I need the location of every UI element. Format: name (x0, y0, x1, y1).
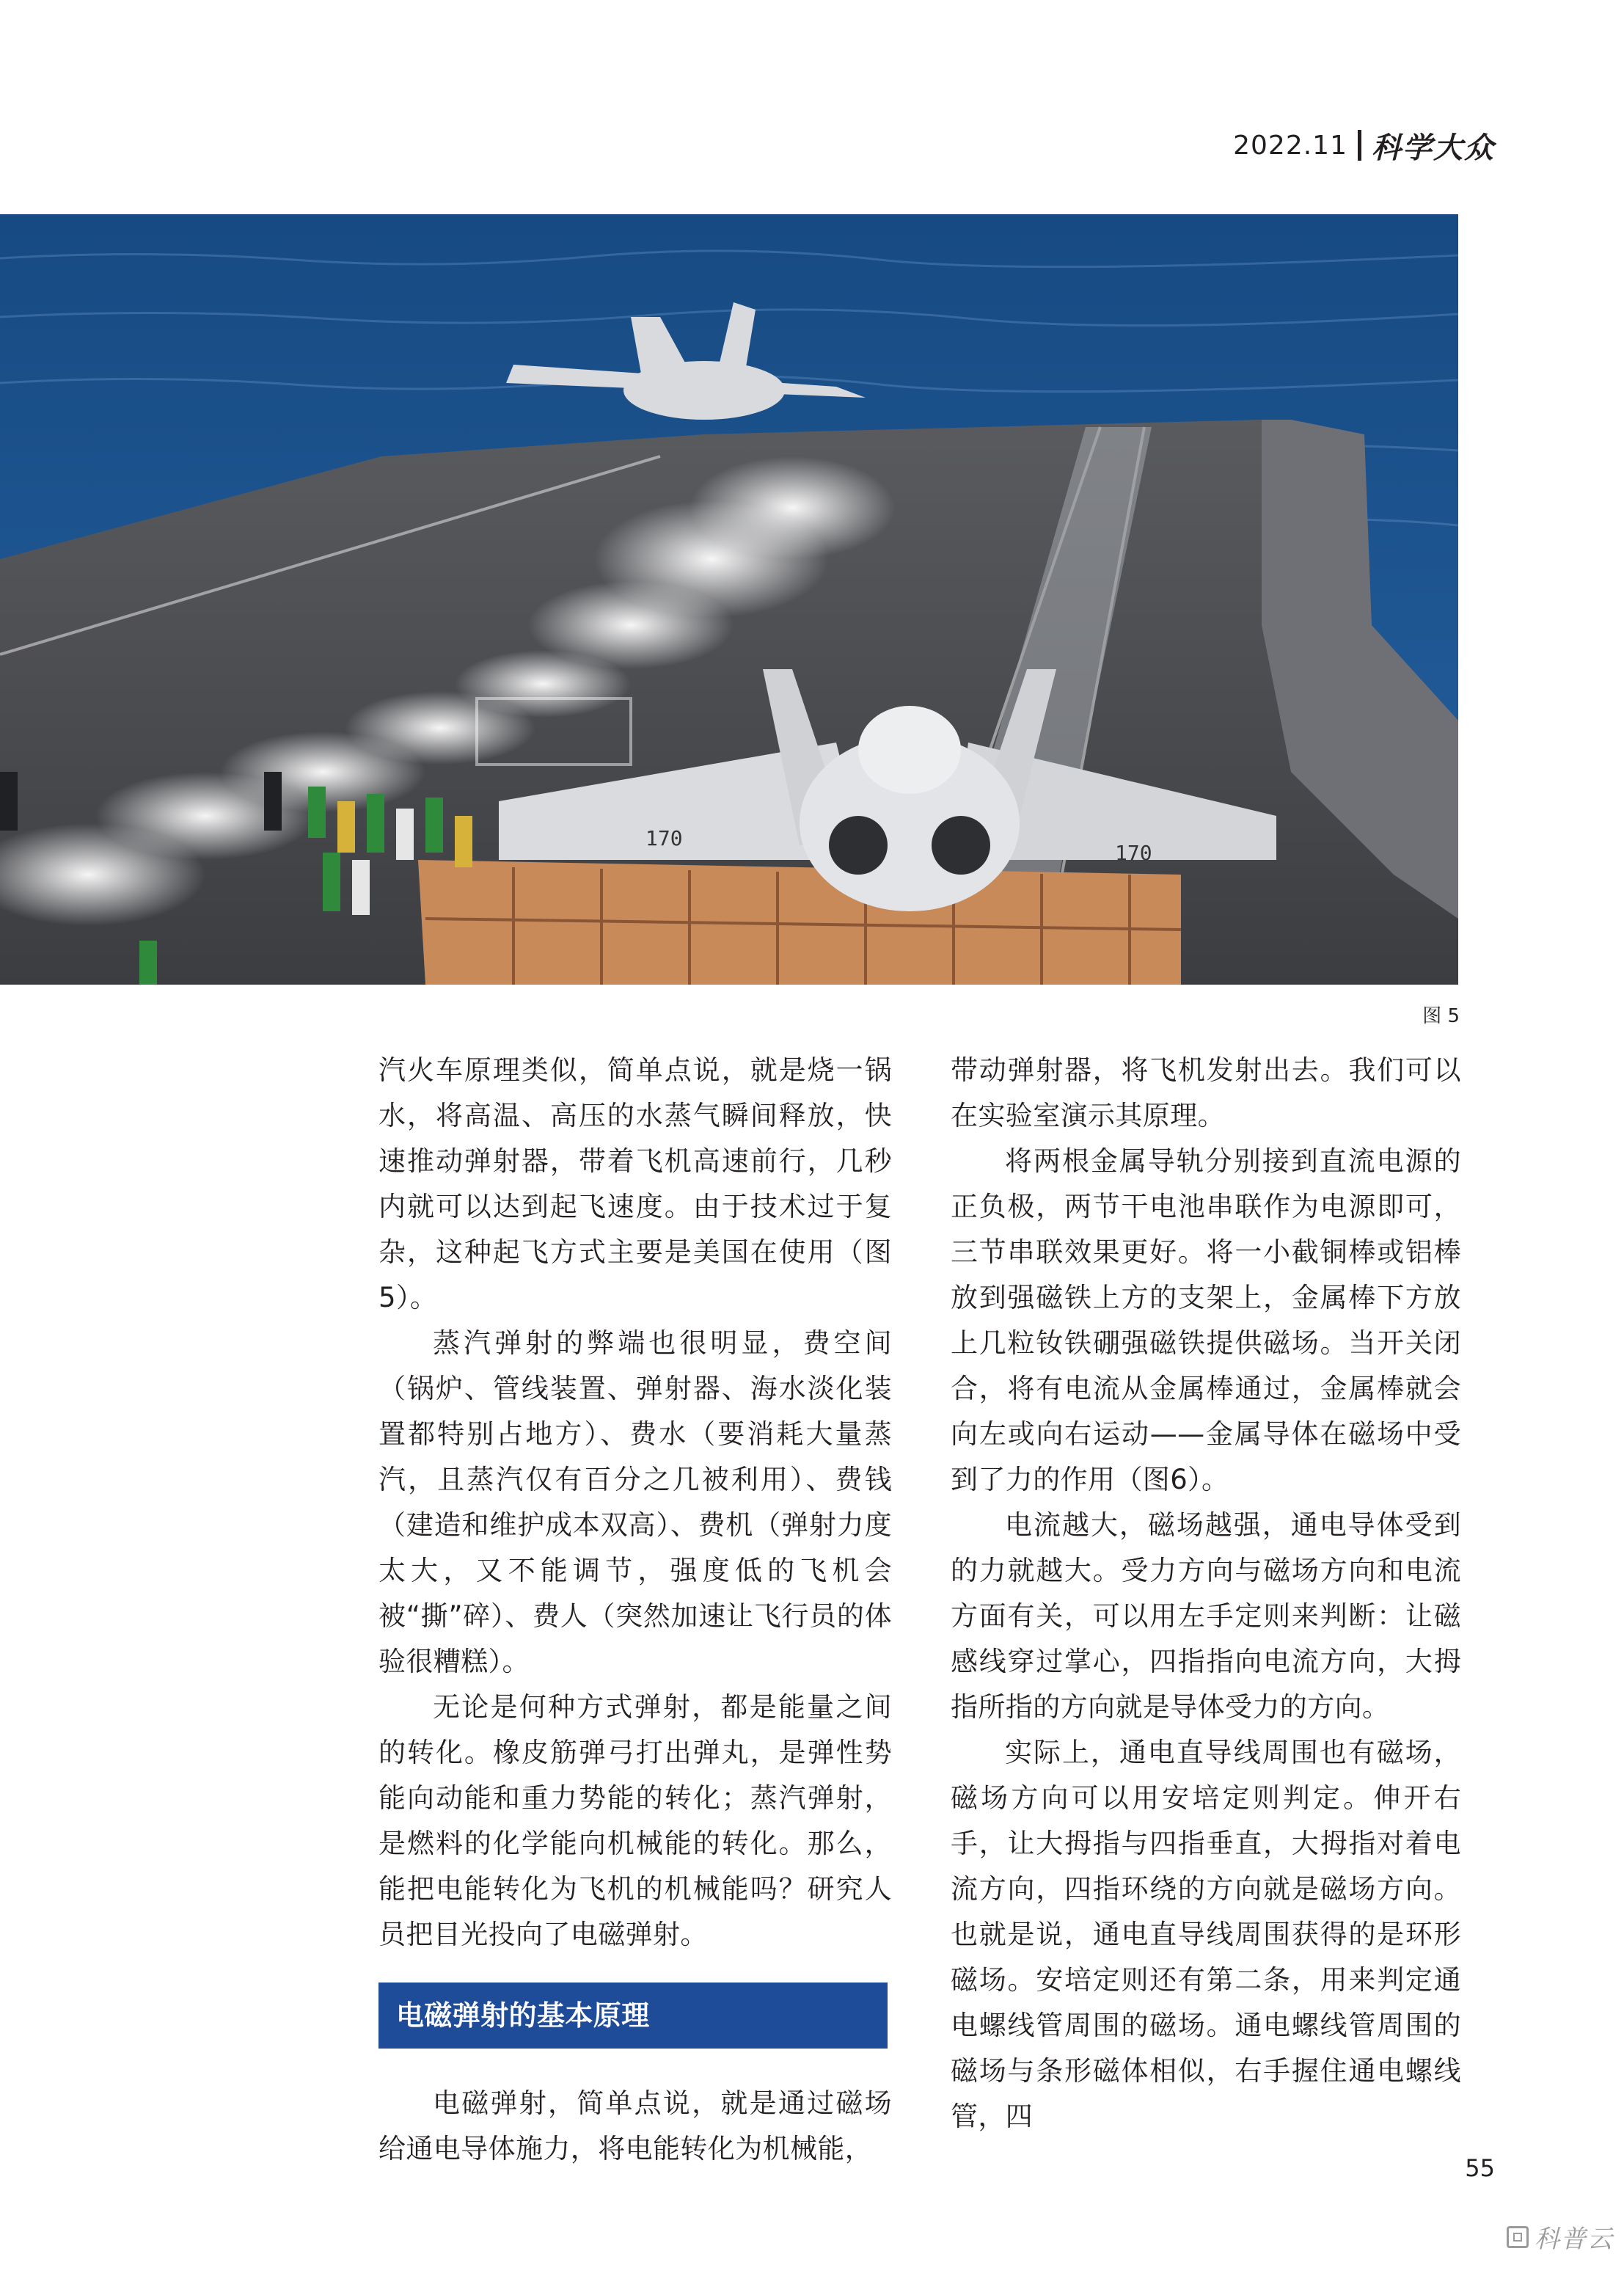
jet-number-left: 170 (645, 826, 683, 850)
paragraph: 电磁弹射，简单点说，就是通过磁场给通电导体施力，将电能转化为机械能， (378, 2087, 892, 2164)
paragraph: 实际上，通电直导线周围也有磁场，磁场方向可以用安培定则判定。伸开右手，让大拇指与四指垂直，大拇指对着电流方向，四指环绕的方向就是磁场方向。也就是说，通电直导线周围获得的是环形磁场。安培定则还有第二条，用来判定通电螺线管周围的磁场。通电螺线管周围的磁场与条形磁体相似，右手握住通电螺线管，四 (951, 1737, 1461, 2132)
paragraph: 蒸汽弹射的弊端也很明显，费空间（锅炉、管线装置、弹射器、海水淡化装置都特别占地方）、费水（要消耗大量蒸汽，且蒸汽仅有百分之几被利用）、费钱（建造和维护成本双高）、费机（弹射力度太大，又不能调节，强度低的飞机会被“撕”碎）、费人（突然加速让飞行员的体验很糟糕）。 (378, 1327, 892, 1677)
page-number: 55 (1465, 2154, 1495, 2182)
paragraph: 带动弹射器，将飞机发射出去。我们可以在实验室演示其原理。 (951, 1054, 1461, 1131)
jet-number-right: 170 (1115, 841, 1152, 865)
running-header (1233, 123, 1495, 167)
text-column-left (378, 1048, 892, 2172)
paragraph: 将两根金属导轨分别接到直流电源的正负极，两节干电池串联作为电源即可，三节串联效果更好。将一小截铜棒或铝棒放到强磁铁上方的支架上，金属棒下方放上几粒钕铁硼强磁铁提供磁场。当开关闭合，将有电流从金属棒通过，金属棒就会向左或向右运动——金属导体在磁场中受到了力的作用（图6）。 (951, 1145, 1461, 1495)
carrier-photo (0, 214, 1458, 985)
section-heading: 电磁弹射的基本原理 (378, 1983, 888, 2049)
text-column-right (951, 1048, 1461, 2140)
blast-deflector (418, 860, 1181, 985)
carrier-illustration (0, 214, 1458, 985)
figure-caption: 图 5 (1422, 1005, 1460, 1027)
paragraph: 电流越大，磁场越强，通电导体受到的力就越大。受力方向与磁场方向和电流方面有关，可以用左手定则来判断：让磁感线穿过掌心，四指指向电流方向，大拇指所指的方向就是导体受力的方向。 (951, 1509, 1461, 1723)
watermark-text: 科普云 (1535, 2225, 1614, 2254)
paragraph: 汽火车原理类似，简单点说，就是烧一锅水，将高温、高压的水蒸气瞬间释放，快速推动弹射器，带着飞机高速前行，几秒内就可以达到起飞速度。由于技术过于复杂，这种起飞方式主要是美国在使用（图5）。 (378, 1054, 892, 1313)
paragraph: 无论是何种方式弹射，都是能量之间的转化。橡皮筋弹弓打出弹丸，是弹性势能向动能和重力势能的转化；蒸汽弹射，是燃料的化学能向机械能的转化。那么，能把电能转化为飞机的机械能吗？研究人员把目光投向了电磁弹射。 (378, 1691, 892, 1950)
watermark-icon (1507, 2226, 1529, 2248)
issue-date: 2022.11 (1233, 130, 1347, 161)
header-divider (1358, 130, 1361, 161)
magazine-name: 科学大众 (1372, 130, 1495, 165)
watermark (1507, 2219, 1614, 2255)
